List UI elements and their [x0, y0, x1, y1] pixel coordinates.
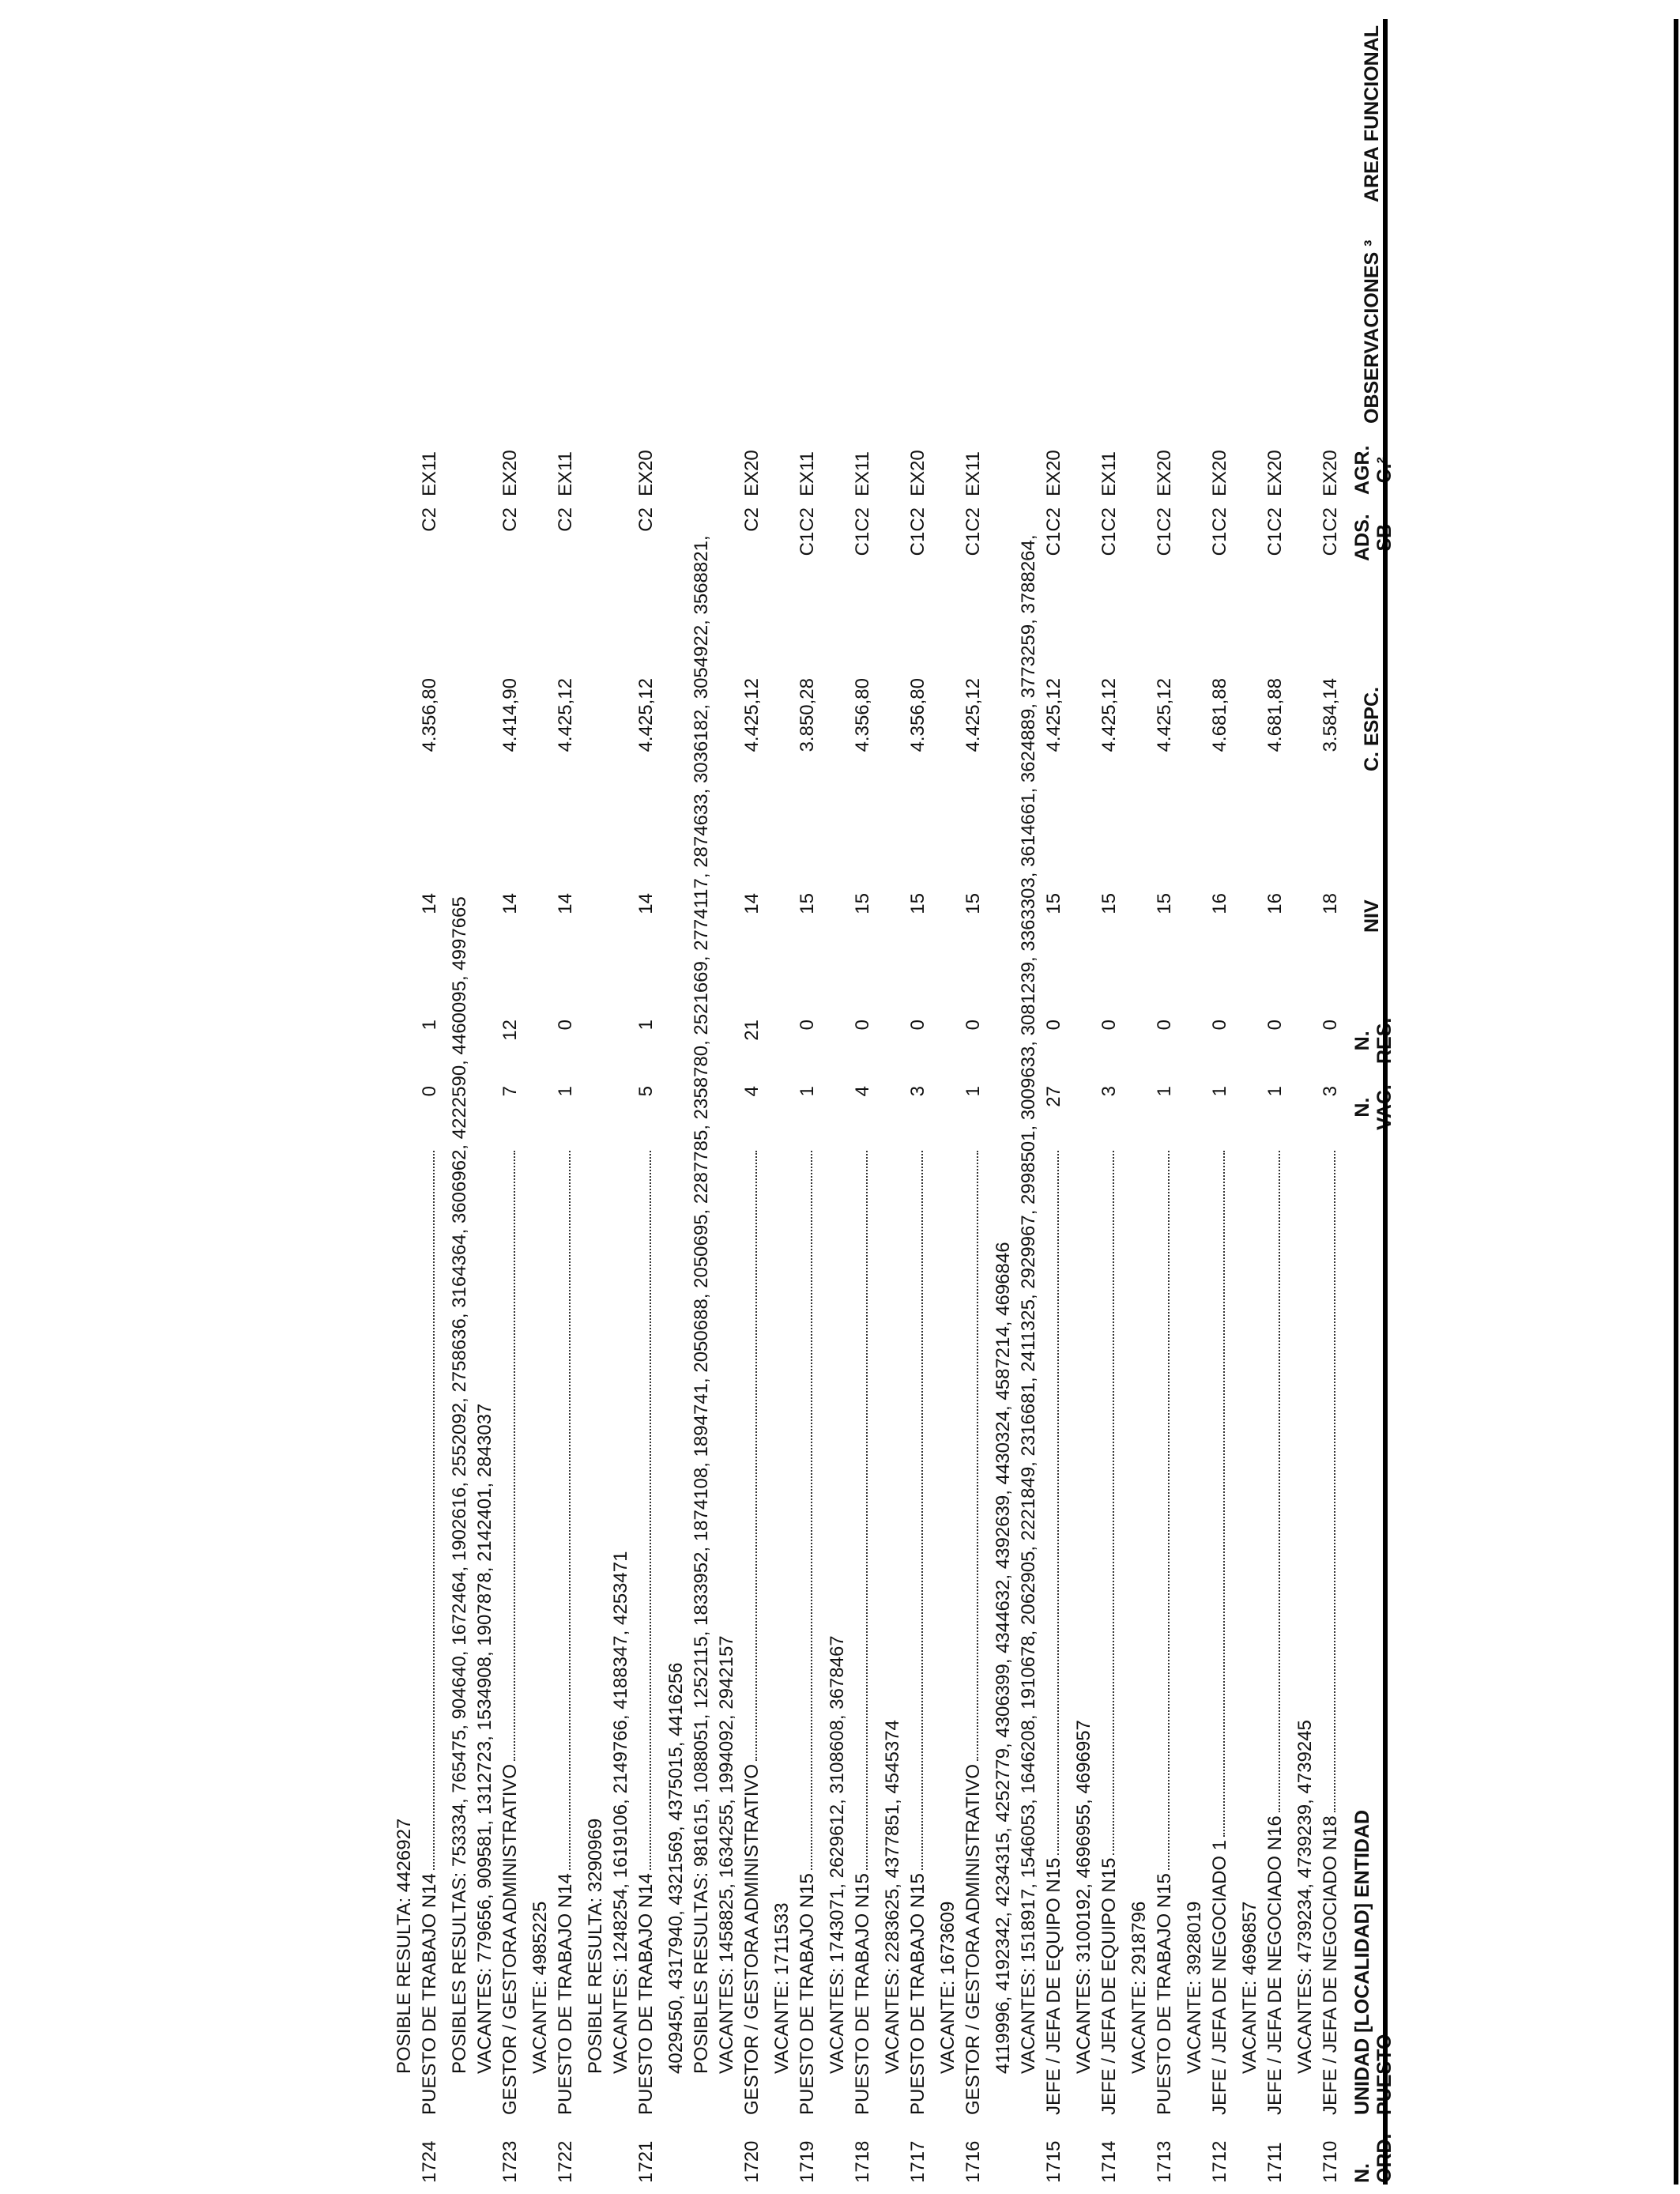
dot-leader [755, 1151, 757, 1761]
row-detail-line: 4119996, 4192342, 4234315, 4252779, 4306399, 4344632, 4392639, 4430324, 4587214, 4696846 [993, 1242, 1014, 2074]
row-res: 1 [635, 1020, 657, 1031]
header-niv-label: NIV [1361, 899, 1383, 933]
row-puesto: PUESTO DE TRABAJO N15 [907, 1873, 929, 2115]
row-ord-number: 1712 [1209, 2140, 1230, 2183]
row-detail-line: 4029450, 4317940, 4321569, 4375015, 4416256 [665, 1662, 687, 2074]
row-detail-line: VACANTES: 1248254, 1619106, 2149766, 4188347, 4253471 [610, 1551, 631, 2074]
dot-leader [977, 1151, 978, 1761]
row-vac: 0 [419, 1086, 440, 1097]
row-espc: 3.850,28 [797, 678, 818, 752]
row-detail-line: POSIBLE RESULTA: 3290969 [585, 1818, 606, 2074]
table-row [635, 0, 661, 2194]
row-espc: 4.425,12 [962, 678, 984, 752]
row-niv: 14 [499, 893, 521, 914]
row-vac: 27 [1043, 1086, 1064, 1107]
row-espc: 4.414,90 [499, 678, 521, 752]
row-agr: EX20 [741, 450, 763, 496]
row-espc: 4.356,80 [419, 678, 440, 752]
row-niv: 14 [635, 893, 657, 914]
dot-leader [1279, 1151, 1280, 1812]
header-c-espc-label: C. ESPC. [1361, 687, 1383, 771]
row-vac: 1 [962, 1086, 984, 1097]
dot-leader [1168, 1151, 1170, 1870]
row-res: 12 [499, 1020, 521, 1041]
row-vac: 1 [555, 1086, 576, 1097]
row-puesto: PUESTO DE TRABAJO N15 [797, 1873, 818, 2115]
row-res: 0 [962, 1020, 984, 1031]
row-res: 0 [1043, 1020, 1064, 1031]
row-ads: C1C2 [962, 507, 984, 556]
row-res: 0 [907, 1020, 929, 1031]
table-row [419, 0, 444, 2194]
row-vac: 7 [499, 1086, 521, 1097]
row-niv: 15 [797, 893, 818, 914]
row-espc: 4.425,12 [1098, 678, 1120, 752]
row-puesto: PUESTO DE TRABAJO N14 [635, 1873, 657, 2115]
row-puesto: JEFE / JEFA DE NEGOCIADO N16 [1264, 1815, 1286, 2115]
row-ads: C1C2 [1154, 507, 1175, 556]
header-area-funcional-label: AREA FUNCIONAL [1361, 25, 1383, 202]
row-ads: C2 [635, 507, 657, 532]
row-detail-line: VACANTE: 1673609 [937, 1901, 959, 2074]
row-puesto: PUESTO DE TRABAJO N14 [555, 1873, 576, 2115]
table-row [1043, 0, 1068, 2194]
row-ads: C2 [419, 507, 440, 532]
row-agr: EX11 [852, 451, 873, 496]
row-res: 0 [555, 1020, 576, 1031]
row-espc: 4.425,12 [635, 678, 657, 752]
row-res: 21 [741, 1020, 763, 1041]
row-agr: EX20 [635, 450, 657, 496]
row-vac: 1 [1209, 1086, 1230, 1097]
table-row [741, 0, 767, 2194]
row-niv: 15 [852, 893, 873, 914]
row-puesto: GESTOR / GESTORA ADMINISTRATIVO [962, 1763, 984, 2115]
row-puesto: PUESTO DE TRABAJO N14 [419, 1873, 440, 2115]
row-niv: 15 [1154, 893, 1175, 914]
row-niv: 15 [1043, 893, 1064, 914]
row-vac: 4 [741, 1086, 763, 1097]
row-ord-number: 1714 [1098, 2140, 1120, 2183]
row-niv: 18 [1320, 893, 1341, 914]
dot-leader [811, 1151, 812, 1870]
row-vac: 4 [852, 1086, 873, 1097]
row-espc: 4.425,12 [1043, 678, 1064, 752]
table-row [1098, 0, 1124, 2194]
dot-leader [1113, 1151, 1114, 1855]
row-niv: 15 [962, 893, 984, 914]
header-unidad-line2: PUESTO [1373, 2034, 1396, 2115]
row-vac: 5 [635, 1086, 657, 1097]
row-agr: EX20 [499, 450, 521, 496]
row-espc: 4.356,80 [852, 678, 873, 752]
row-niv: 16 [1264, 893, 1286, 914]
row-detail-line: POSIBLE RESULTA: 4426927 [394, 1818, 415, 2074]
row-agr: EX20 [1154, 450, 1175, 496]
row-niv: 15 [1098, 893, 1120, 914]
row-vac: 1 [1154, 1086, 1175, 1097]
row-agr: EX11 [1098, 451, 1120, 496]
row-ads: C2 [499, 507, 521, 532]
row-detail-line: VACANTE: 1711533 [771, 1902, 793, 2074]
row-detail-line: POSIBLES RESULTAS: 753334, 765475, 904640, 1672464, 1902616, 2552092, 2758636, 3164364, 3606962, 4222590, 4460095, 4997665 [449, 896, 470, 2074]
row-ord-number: 1717 [907, 2140, 929, 2183]
row-ord-number: 1723 [499, 2140, 521, 2183]
row-detail-line: VACANTES: 2283625, 4377851, 4545374 [882, 1720, 903, 2074]
dot-leader [433, 1151, 435, 1870]
row-ads: C1C2 [1098, 507, 1120, 556]
table-row [907, 0, 932, 2194]
row-ads: C2 [741, 507, 763, 532]
row-niv: 16 [1209, 893, 1230, 914]
dot-leader [866, 1151, 868, 1870]
row-agr: EX11 [555, 451, 576, 496]
row-niv: 14 [555, 893, 576, 914]
row-detail-line: VACANTES: 4739234, 4739239, 4739245 [1294, 1720, 1316, 2074]
dot-leader [1334, 1151, 1335, 1812]
table-row [1209, 0, 1234, 2194]
row-puesto: JEFE / JEFA DE EQUIPO N15 [1043, 1857, 1064, 2115]
header-n-vac-line2: VAC. [1373, 1084, 1396, 1130]
row-ord-number: 1718 [852, 2140, 873, 2183]
dot-leader [514, 1151, 515, 1761]
row-puesto: GESTOR / GESTORA ADMINISTRATIVO [499, 1763, 521, 2115]
row-agr: EX20 [1209, 450, 1230, 496]
row-detail-line: POSIBLES RESULTAS: 981615, 1088051, 1252115, 1833952, 1874108, 1894741, 2050688, 2050695, 2287785, 2358780, 2521669, 2774117, 2874633, 3036182, 3054922, 3568821, [691, 535, 712, 2074]
header-agr-line2: C.² [1373, 457, 1396, 484]
row-puesto: PUESTO DE TRABAJO N15 [1154, 1873, 1175, 2115]
row-detail-line: VACANTES: 779656, 909581, 1312723, 1534908, 1907878, 2142401, 2843037 [474, 1403, 495, 2074]
table-row [499, 0, 525, 2194]
row-agr: EX11 [797, 451, 818, 496]
row-detail-line: VACANTE: 4696857 [1239, 1901, 1260, 2074]
row-niv: 14 [419, 893, 440, 914]
row-ord-number: 1719 [797, 2140, 818, 2183]
row-res: 1 [419, 1020, 440, 1031]
row-agr: EX20 [907, 450, 929, 496]
row-detail-line: VACANTES: 3100192, 4696955, 4696957 [1073, 1720, 1094, 2074]
row-detail-line: VACANTE: 2918796 [1128, 1901, 1150, 2074]
header-unidad-line1: UNIDAD [LOCALIDAD] ENTIDAD [1351, 1809, 1373, 2115]
row-espc: 4.425,12 [555, 678, 576, 752]
row-puesto: JEFE / JEFA DE NEGOCIADO 1 [1209, 1839, 1230, 2115]
row-vac: 3 [907, 1086, 929, 1097]
left-margin-rule [1674, 19, 1678, 2185]
dot-leader [569, 1151, 571, 1870]
table-row [852, 0, 877, 2194]
row-espc: 3.584,14 [1320, 678, 1341, 752]
header-ads-line2: SB [1373, 523, 1396, 552]
header-n-vac-line1: N. [1351, 1097, 1373, 1118]
table-row [1154, 0, 1179, 2194]
row-ads: C1C2 [1209, 507, 1230, 556]
row-ads: C2 [555, 507, 576, 532]
dot-leader [1223, 1151, 1225, 1837]
row-puesto: JEFE / JEFA DE NEGOCIADO N18 [1320, 1815, 1341, 2115]
row-vac: 1 [1264, 1086, 1286, 1097]
row-detail-line: VACANTES: 1518917, 1546053, 1646208, 1910678, 2062905, 2221849, 2316681, 2411325, 2929967, 2998501, 3009633, 3081239, 3363303, 3614661, 3624889, 3773259, 3788264, [1018, 534, 1039, 2074]
row-espc: 4.425,12 [741, 678, 763, 752]
row-ord-number: 1713 [1154, 2140, 1175, 2183]
row-espc: 4.356,80 [907, 678, 929, 752]
header-n-ord-line2: ORD. [1373, 2133, 1396, 2183]
row-puesto: JEFE / JEFA DE EQUIPO N15 [1098, 1857, 1120, 2115]
row-res: 0 [797, 1020, 818, 1031]
row-res: 0 [1264, 1020, 1286, 1031]
row-agr: EX20 [1043, 450, 1064, 496]
header-ads-line1: ADS. [1351, 514, 1373, 561]
row-ord-number: 1722 [555, 2140, 576, 2183]
dot-leader [921, 1151, 923, 1870]
row-agr: EX11 [419, 451, 440, 496]
row-res: 0 [852, 1020, 873, 1031]
row-ads: C1C2 [907, 507, 929, 556]
row-espc: 4.681,88 [1264, 678, 1286, 752]
header-n-res-line2: RES. [1373, 1017, 1396, 1064]
table-row [797, 0, 822, 2194]
row-ads: C1C2 [797, 507, 818, 556]
row-vac: 1 [797, 1086, 818, 1097]
row-detail-line: VACANTES: 1458825, 1634255, 1994092, 2942157 [716, 1635, 737, 2074]
row-ord-number: 1711 [1264, 2142, 1286, 2183]
header-n-res-line1: N. [1351, 1031, 1373, 1051]
row-espc: 4.425,12 [1154, 678, 1175, 752]
row-niv: 14 [741, 893, 763, 914]
row-res: 0 [1320, 1020, 1341, 1031]
row-agr: EX20 [1264, 450, 1286, 496]
row-ord-number: 1724 [419, 2140, 440, 2183]
row-ord-number: 1720 [741, 2140, 763, 2183]
row-res: 0 [1098, 1020, 1120, 1031]
row-res: 0 [1154, 1020, 1175, 1031]
row-vac: 3 [1320, 1086, 1341, 1097]
row-detail-line: VACANTES: 1743071, 2629612, 3108608, 3678467 [827, 1635, 848, 2074]
table-row [1264, 0, 1290, 2194]
row-ads: C1C2 [1043, 507, 1064, 556]
row-ads: C1C2 [852, 507, 873, 556]
header-agr-line1: AGR. [1351, 445, 1373, 495]
header-observaciones-label: OBSERVACIONES ³ [1361, 239, 1383, 424]
row-niv: 15 [907, 893, 929, 914]
table-row [1320, 0, 1345, 2194]
row-ord-number: 1710 [1320, 2140, 1341, 2183]
dot-leader [650, 1151, 651, 1870]
row-agr: EX20 [1320, 450, 1341, 496]
row-agr: EX11 [962, 451, 984, 496]
row-puesto: GESTOR / GESTORA ADMINISTRATIVO [741, 1763, 763, 2115]
row-res: 0 [1209, 1020, 1230, 1031]
dot-leader [1057, 1151, 1059, 1855]
row-ord-number: 1721 [635, 2140, 657, 2183]
row-ads: C1C2 [1320, 507, 1341, 556]
row-ord-number: 1716 [962, 2140, 984, 2183]
row-vac: 3 [1098, 1086, 1120, 1097]
row-detail-line: VACANTE: 4985225 [529, 1901, 551, 2074]
header-n-ord-line1: N. [1351, 2163, 1373, 2183]
row-ads: C1C2 [1264, 507, 1286, 556]
row-espc: 4.681,88 [1209, 678, 1230, 752]
table-row [555, 0, 580, 2194]
table-row [962, 0, 988, 2194]
row-ord-number: 1715 [1043, 2140, 1064, 2183]
row-detail-line: VACANTE: 3928019 [1184, 1901, 1205, 2074]
row-puesto: PUESTO DE TRABAJO N15 [852, 1873, 873, 2115]
